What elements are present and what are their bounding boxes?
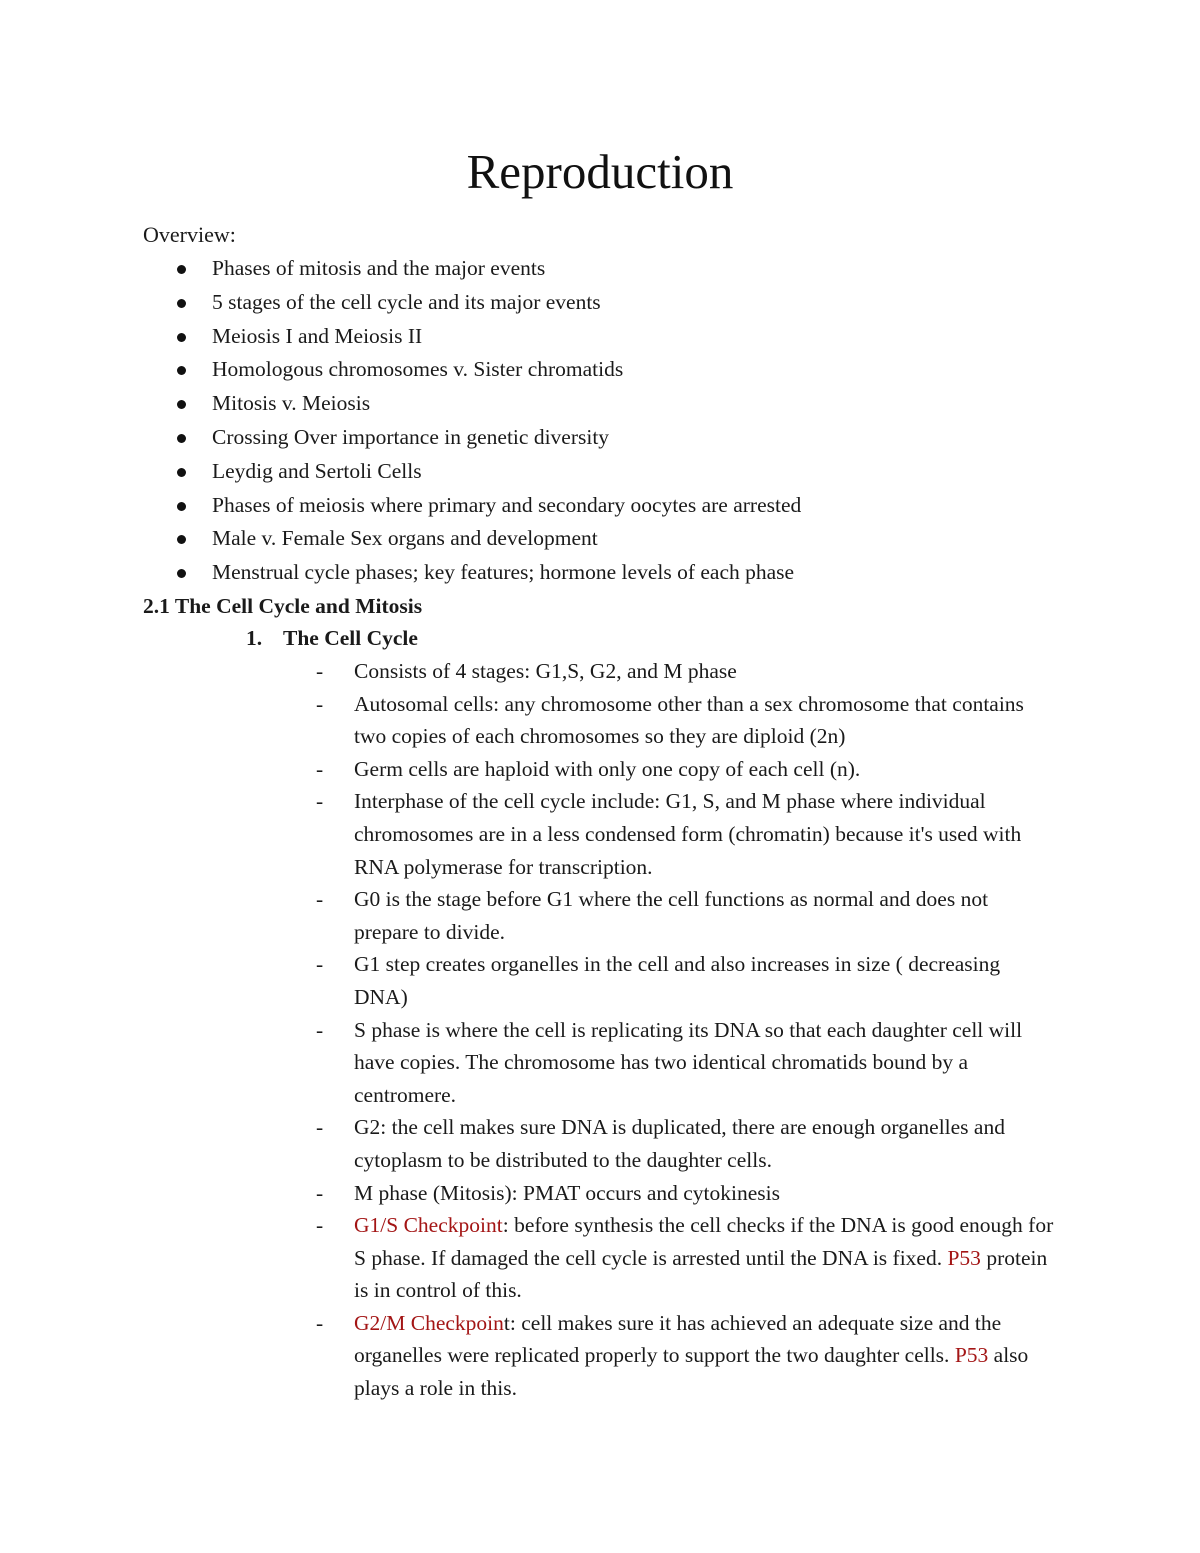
list-item-text: G1 step creates organelles in the cell and also increases in size ( decreasing DNA)	[354, 952, 1001, 1009]
list-item	[0, 421, 801, 455]
dash-marker: -	[316, 887, 324, 912]
dash-marker: -	[316, 1180, 324, 1205]
list-item-text: Menstrual cycle phases; key features; hormone levels of each phase	[212, 560, 795, 585]
dash-marker: -	[316, 756, 324, 781]
bullet-icon	[177, 400, 186, 409]
list-item	[0, 320, 801, 354]
bullet-icon	[177, 468, 186, 477]
list-item	[0, 753, 1054, 786]
list-item	[0, 252, 801, 286]
list-item-text: Leydig and Sertoli Cells	[212, 458, 422, 483]
checkpoint-term: G2/M Checkpoin	[354, 1310, 504, 1335]
checkpoint-text: : before synthesis the cell checks if the DNA is good enough for S phase. If damaged the cell cycle is arrested until the DNA is fixed.	[354, 1213, 1054, 1270]
dash-marker: -	[316, 1017, 324, 1042]
dash-marker: -	[316, 952, 324, 977]
list-item	[0, 1014, 1054, 1112]
list-item-text: Consists of 4 stages: G1,S, G2, and M phase	[354, 659, 737, 683]
cell-cycle-list	[0, 655, 1054, 1405]
list-item	[0, 455, 801, 489]
checkpoint-text: also plays a role in this.	[354, 1343, 1029, 1401]
checkpoint-text: protein is in control of this.	[354, 1245, 1048, 1303]
bullet-icon	[177, 535, 186, 544]
p53-term: P53	[947, 1245, 981, 1270]
dash-marker: -	[316, 1115, 324, 1140]
list-item-text: Male v. Female Sex organs and development	[212, 526, 598, 551]
list-item-text: Crossing Over importance in genetic diversity	[212, 424, 610, 449]
list-item	[0, 353, 801, 387]
list-item	[0, 655, 1054, 688]
bullet-icon	[177, 333, 186, 342]
overview-list	[0, 252, 801, 590]
list-item-text: 5 stages of the cell cycle and its major events	[212, 289, 601, 314]
dash-marker: -	[316, 789, 324, 814]
dash-marker: -	[316, 1310, 324, 1335]
list-item-text: Phases of meiosis where primary and secondary oocytes are arrested	[212, 492, 802, 517]
list-item-text: S phase is where the cell is replicating its DNA so that each daughter cell will have copies. The chromosome has two identical chromatids bound by a centromere.	[354, 1017, 1023, 1107]
list-item	[0, 1307, 1054, 1405]
overview-label: Overview:	[143, 222, 236, 247]
bullet-icon	[177, 569, 186, 578]
list-item	[0, 489, 801, 523]
list-item-text: Interphase of the cell cycle include: G1, S, and M phase where individual chromosomes are in a less condensed form (chromatin) because it's used with RNA polymerase for transcription.	[354, 789, 1022, 879]
list-item-text: Autosomal cells: any chromosome other than a sex chromosome that contains two copies of each chromosomes so they are diploid (2n)	[354, 691, 1024, 749]
section-heading: 2.1 The Cell Cycle and Mitosis	[143, 594, 423, 618]
list-item	[0, 1111, 1054, 1176]
list-item	[0, 785, 1054, 883]
list-item	[0, 688, 1054, 753]
list-item-text: Mitosis v. Meiosis	[212, 391, 371, 416]
list-item-text: Germ cells are haploid with only one copy of each cell (n).	[354, 756, 861, 781]
list-item	[0, 1177, 1054, 1210]
subsection-title: The Cell Cycle	[283, 626, 418, 650]
list-item-text: G0 is the stage before G1 where the cell functions as normal and does not prepare to divide.	[354, 887, 989, 944]
bullet-icon	[177, 366, 186, 375]
page-title: Reproduction	[466, 144, 734, 199]
dash-marker: -	[316, 659, 324, 683]
dash-marker: -	[316, 1213, 324, 1238]
list-item	[0, 522, 801, 556]
checkpoint-text: t: cell makes sure it has achieved an adequate size and the organelles were replicated properly to support the two daughter cells.	[354, 1310, 1002, 1368]
list-item-text: Homologous chromosomes v. Sister chromatids	[212, 357, 624, 382]
list-item-text: M phase (Mitosis): PMAT occurs and cytokinesis	[354, 1180, 780, 1205]
bullet-icon	[177, 434, 186, 443]
list-item-text: Phases of mitosis and the major events	[212, 256, 546, 280]
list-item	[0, 948, 1054, 1013]
bullet-icon	[177, 299, 186, 308]
subsection-heading	[246, 622, 418, 654]
bullet-icon	[177, 265, 186, 274]
checkpoint-term: G1/S Checkpoint	[354, 1213, 503, 1238]
list-item-text: Meiosis I and Meiosis II	[212, 323, 423, 348]
bullet-icon	[177, 502, 186, 511]
list-item-text: G2: the cell makes sure DNA is duplicated, there are enough organelles and cytoplasm to be distributed to the daughter cells.	[354, 1115, 1005, 1172]
list-item	[0, 883, 1054, 948]
list-item	[0, 286, 801, 320]
p53-term: P53	[954, 1343, 989, 1368]
list-item	[0, 556, 801, 590]
list-item	[0, 387, 801, 421]
list-item	[0, 1209, 1054, 1307]
subsection-number: 1.	[246, 626, 263, 650]
dash-marker: -	[316, 691, 324, 716]
